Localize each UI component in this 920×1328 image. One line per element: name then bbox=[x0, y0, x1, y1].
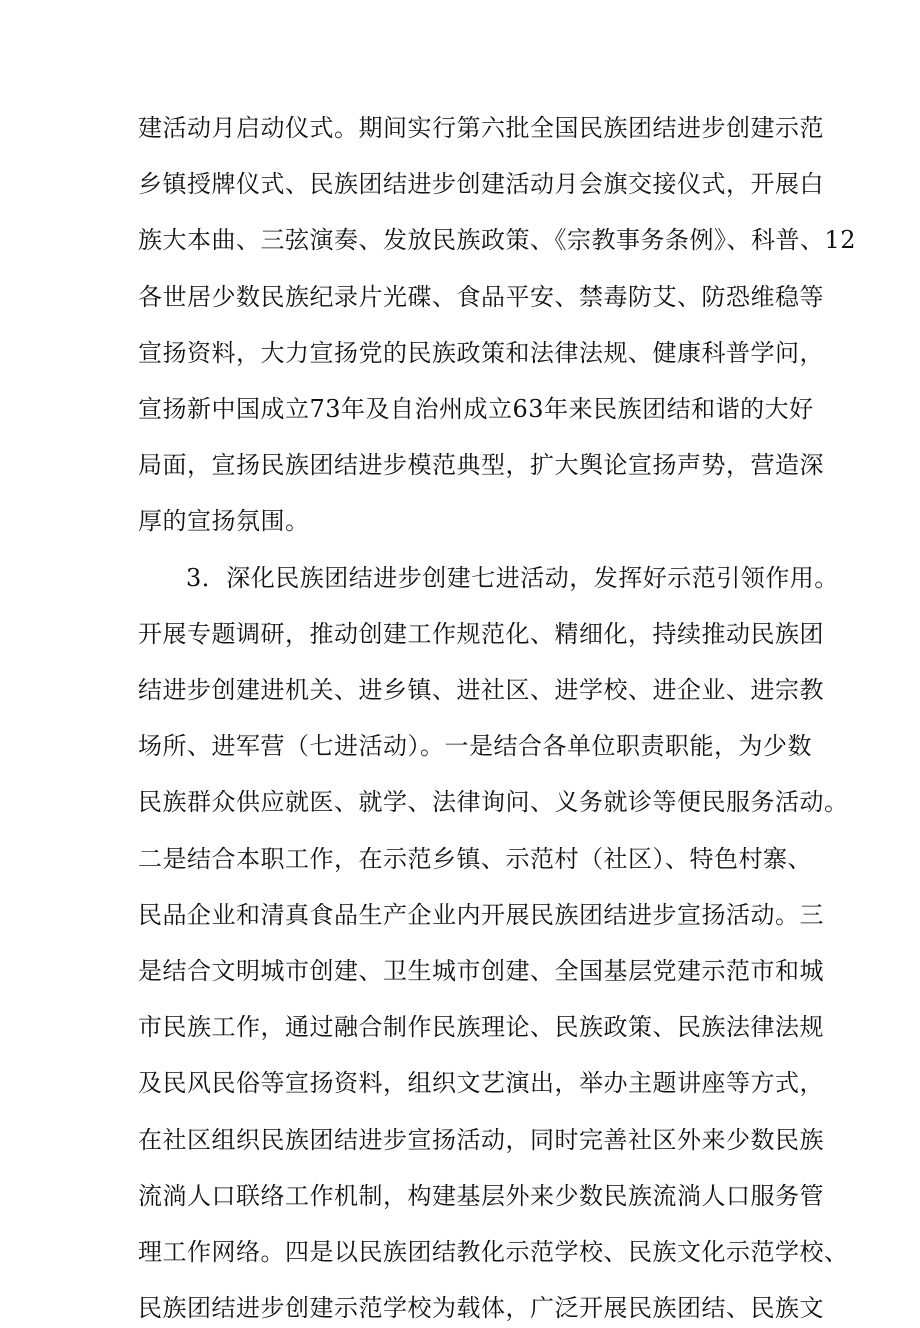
text-line: 厚的宣扬氛围。 bbox=[138, 507, 310, 536]
text-line: 开展专题调研，推动创建工作规范化、精细化，持续推动民族团 bbox=[138, 619, 824, 648]
text-line: 建活动月启动仪式。期间实行第六批全国民族团结进步创建示范 bbox=[138, 114, 824, 142]
text-line: 结进步创建进机关、进乡镇、进社区、进学校、进企业、进宗教 bbox=[138, 676, 824, 704]
text-line: 理工作网络。四是以民族团结教化示范学校、民族文化示范学校、 bbox=[138, 1238, 849, 1266]
text-line: 各世居少数民族纪录片光碟、食品平安、禁毒防艾、防恐维稳等 bbox=[138, 282, 824, 311]
text-line: 局面，宣扬民族团结进步模范典型，扩大舆论宣扬声势，营造深 bbox=[138, 451, 824, 480]
text-line: 二是结合本职工作，在示范乡镇、示范村（社区）、特色村寨、 bbox=[138, 844, 812, 873]
text-line: 民族团结进步创建示范学校为载体，广泛开展民族团结、民族文 bbox=[138, 1294, 824, 1323]
text-line: 流淌人口联络工作机制，构建基层外来少数民族流淌人口服务管 bbox=[138, 1181, 824, 1210]
text-line: 乡镇授牌仪式、民族团结进步创建活动月会旗交接仪式，开展白 bbox=[138, 170, 824, 199]
section-heading: 3．深化民族团结进步创建七进活动，发挥好示范引领作用。 bbox=[186, 563, 839, 592]
text-line: 在社区组织民族团结进步宣扬活动，同时完善社区外来少数民族 bbox=[138, 1125, 824, 1154]
text-line: 族大本曲、三弦演奏、发放民族政策、《宗教事务条例》、科普、12 bbox=[138, 226, 857, 255]
text-line: 市民族工作，通过融合制作民族理论、民族政策、民族法律法规 bbox=[138, 1013, 824, 1042]
text-line: 宣扬新中国成立73年及自治州成立63年来民族团结和谐的大好 bbox=[138, 395, 814, 423]
text-line: 及民风民俗等宣扬资料，组织文艺演出，举办主题讲座等方式， bbox=[138, 1069, 824, 1098]
text-line: 宣扬资料，大力宣扬党的民族政策和法律法规、健康科普学问， bbox=[138, 338, 824, 367]
text-line: 民族群众供应就医、就学、法律询问、义务就诊等便民服务活动。 bbox=[138, 788, 849, 817]
text-line: 民品企业和清真食品生产企业内开展民族团结进步宣扬活动。三 bbox=[138, 900, 824, 929]
text-line: 场所、进军营（七进活动）。一是结合各单位职责职能，为少数 bbox=[138, 732, 812, 761]
text-line: 是结合文明城市创建、卫生城市创建、全国基层党建示范市和城 bbox=[138, 957, 824, 985]
